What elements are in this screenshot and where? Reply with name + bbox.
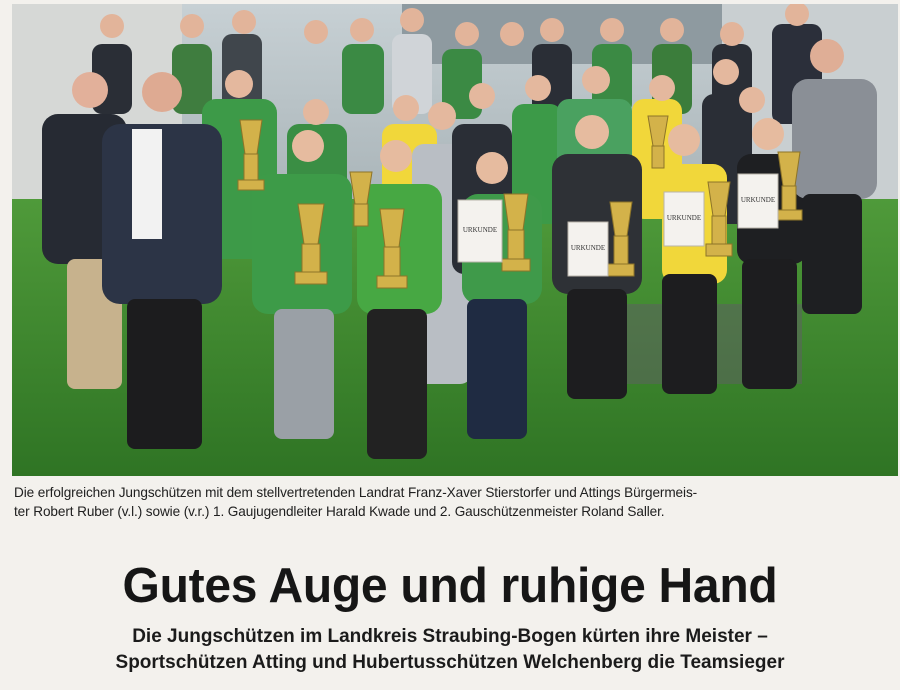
subheadline-line-2: Sportschützen Atting und Hubertusschützen Welchenberg die Teamsieger: [115, 652, 785, 673]
caption-line-1: Die erfolgreichen Jungschützen mit dem stellvertretenden Landrat Franz-Xaver Stierstorfer und Attings Bürgermeis-: [14, 485, 698, 500]
certificate-text: URKUNDE: [740, 196, 776, 204]
photo-caption: [14, 483, 894, 521]
caption-line-2: ter Robert Ruber (v.l.) sowie (v.r.) 1. Gaujugendleiter Harald Kwade und 2. Gauschützenmeister Roland Saller.: [14, 504, 665, 519]
subheadline-line-1: Die Jungschützen im Landkreis Straubing-Bogen kürten ihre Meister –: [132, 626, 768, 647]
article-headline: Gutes Auge und ruhige Hand: [122, 559, 778, 613]
article-subheadline: [0, 624, 900, 676]
certificate-text: URKUNDE: [570, 244, 606, 252]
certificate-text: URKUNDE: [666, 214, 702, 222]
certificate-text: URKUNDE: [462, 226, 498, 234]
group-photo-illustration: [12, 4, 898, 476]
group-photo: [12, 4, 898, 476]
